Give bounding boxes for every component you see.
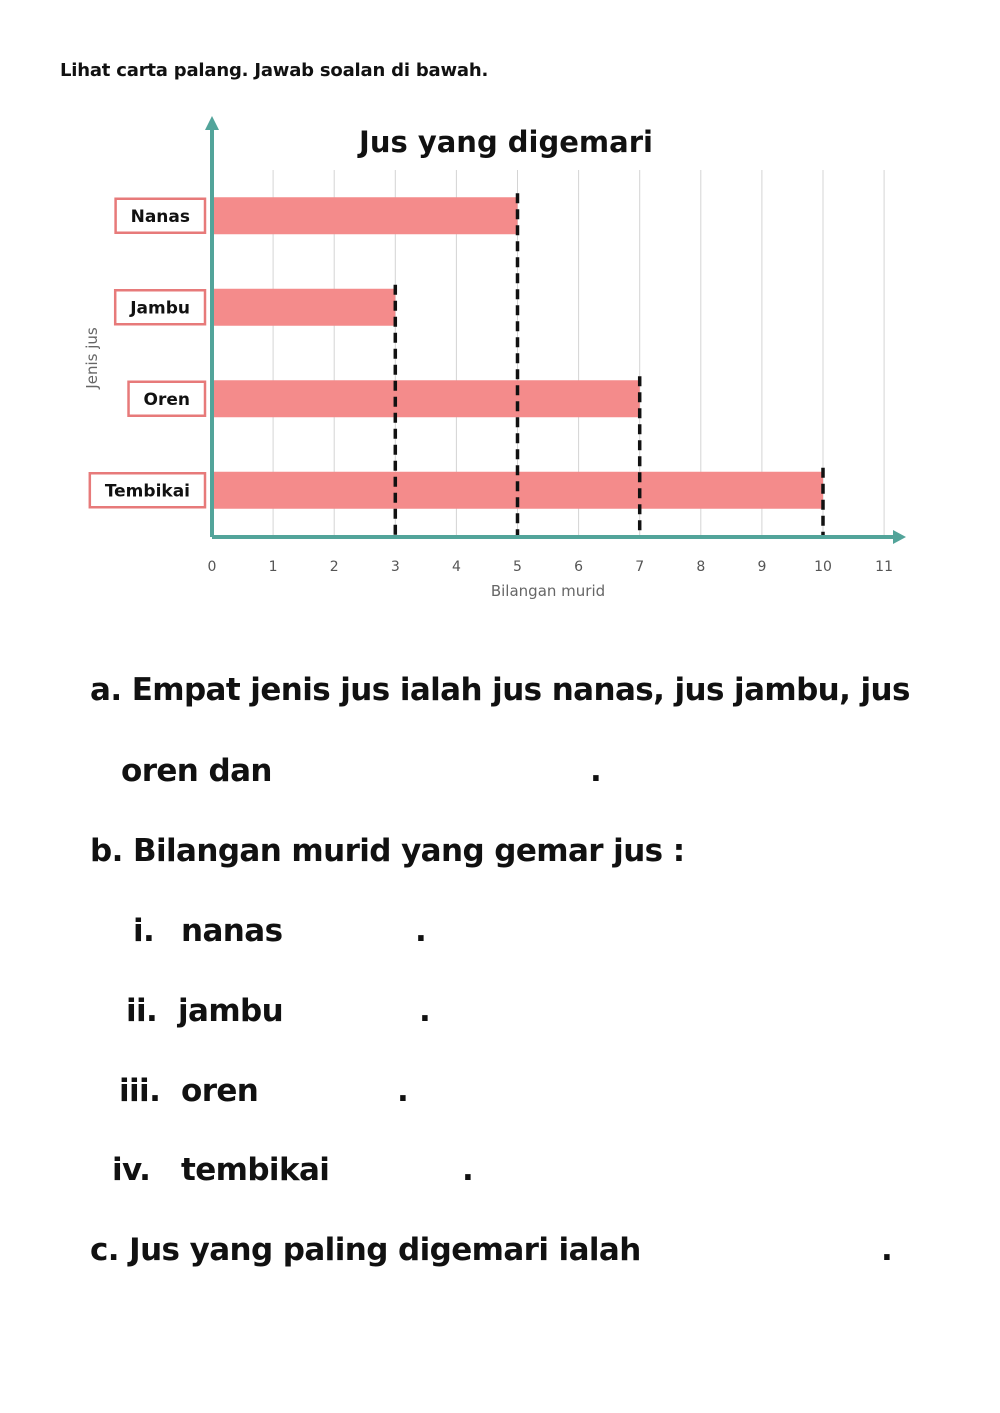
question-b-ii-number: ii. (126, 993, 158, 1029)
x-tick-label: 7 (635, 559, 645, 575)
chart-labels (90, 199, 205, 508)
answer-a-input[interactable] (280, 755, 584, 787)
instruction-text: Lihat carta palang. Jawab soalan di bawah. (60, 60, 489, 81)
answer-b-i-input[interactable] (290, 915, 414, 947)
answer-b-iii-input[interactable] (270, 1075, 394, 1107)
answer-b-iv-input[interactable] (340, 1154, 459, 1186)
question-b-i-label: nanas (181, 913, 283, 949)
question-c-text: c. Jus yang paling digemari ialah (90, 1232, 641, 1268)
category-label-nanas: Nanas (130, 206, 190, 227)
bar-chart (0, 0, 1000, 620)
question-b-ii-label: jambu (178, 993, 284, 1029)
bar-jambu (214, 289, 395, 326)
y-axis-arrow (205, 116, 219, 130)
x-tick-label: 9 (757, 559, 767, 575)
x-tick-label: 2 (329, 559, 339, 575)
x-tick-label: 1 (268, 559, 278, 575)
question-a-line2: oren dan (121, 753, 272, 789)
x-tick-label: 6 (574, 559, 584, 575)
category-label-jambu: Jambu (130, 298, 190, 319)
category-label-oren: Oren (143, 389, 190, 410)
answer-b-ii-input[interactable] (290, 995, 414, 1027)
question-b-text: b. Bilangan murid yang gemar jus : (90, 833, 685, 869)
question-b-i-number: i. (133, 913, 155, 949)
question-c-period: . (881, 1232, 893, 1268)
question-b-iv-label: tembikai (181, 1152, 330, 1188)
chart-title: Jus yang digemari (359, 125, 653, 159)
bar-oren (214, 380, 640, 417)
question-a-line1: a. Empat jenis jus ialah jus nanas, jus jambu, jus (90, 672, 910, 708)
y-axis-label: Jenis jus (83, 327, 101, 389)
x-tick-label: 4 (451, 559, 461, 575)
x-tick-label: 0 (207, 559, 217, 575)
x-tick-label: 8 (696, 559, 706, 575)
category-label-tembikai: Tembikai (104, 481, 190, 502)
question-b-iii-number: iii. (119, 1073, 161, 1109)
bar-nanas (214, 197, 518, 234)
question-b-iii-period: . (397, 1073, 409, 1109)
x-tick-label: 10 (814, 559, 832, 575)
question-b-iii-label: oren (181, 1073, 259, 1109)
x-axis-arrow (893, 530, 906, 544)
question-b-iv-number: iv. (112, 1152, 151, 1188)
question-b-ii-period: . (419, 993, 431, 1029)
answer-c-input[interactable] (635, 1234, 879, 1266)
x-axis-label: Bilangan murid (490, 582, 606, 600)
question-b-i-period: . (415, 913, 427, 949)
question-b-iv-period: . (462, 1152, 474, 1188)
question-a-period: . (590, 753, 602, 789)
x-tick-label: 3 (390, 559, 400, 575)
x-tick-label: 5 (513, 559, 522, 575)
x-tick-label: 11 (875, 559, 894, 575)
